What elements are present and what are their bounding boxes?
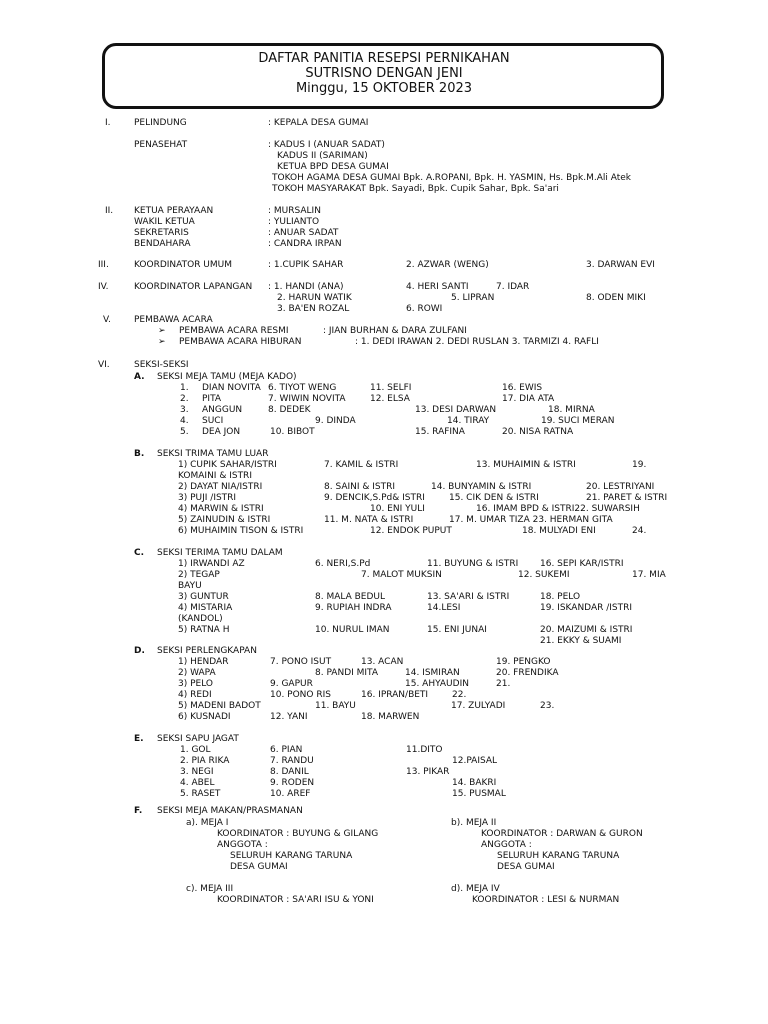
line-16-col-0: ➢ <box>158 337 166 347</box>
line-16-col-1: PEMBAWA ACARA HIBURAN <box>179 337 302 347</box>
line-28-col-1: 9. DENCIK,S.Pd& ISTRI <box>324 493 425 503</box>
line-1-col-0: PENASEHAT <box>134 140 188 150</box>
line-37-col-2: 14.LESI <box>427 603 461 613</box>
line-29-col-1: 10. ENI YULI <box>370 504 425 514</box>
line-5-col-0: TOKOH MASYARAKAT Bpk. Sayadi, Bpk. Cupik Sahar, Bpk. Sa'ari <box>272 184 559 194</box>
line-37-col-0: 4) MISTARIA <box>178 603 233 613</box>
line-21-col-0: 3. <box>180 405 189 415</box>
line-45-col-2: 16. IPRAN/BETI <box>361 690 429 700</box>
line-49-col-1: 6. PIAN <box>270 745 303 755</box>
line-8-col-0: SEKRETARIS <box>134 228 189 238</box>
line-32-col-1: SEKSI TERIMA TAMU DALAM <box>157 548 283 558</box>
line-31-col-0: 6) MUHAIMIN TISON & ISTRI <box>178 526 304 536</box>
line-59-col-0: DESA GUMAI <box>230 862 288 872</box>
line-4-col-0: TOKOH AGAMA DESA GUMAI Bpk. A.ROPANI, Bpk. H. YASMIN, Hs. Bpk.M.Ali Atek <box>272 173 632 183</box>
line-23-col-0: 5. <box>180 427 189 437</box>
line-42-col-2: 13. ACAN <box>361 657 404 667</box>
line-42-col-0: 1) HENDAR <box>178 657 229 667</box>
line-28-col-2: 15. CIK DEN & ISTRI <box>449 493 539 503</box>
line-22-col-4: 19. SUCI MERAN <box>541 416 615 426</box>
line-25-col-2: 13. MUHAIMIN & ISTRI <box>476 460 576 470</box>
line-43-col-1: 8. PANDI MITA <box>315 668 379 678</box>
line-25-col-3: 19. <box>632 460 647 470</box>
line-28-col-3: 21. PARET & ISTRI <box>586 493 668 503</box>
line-44-col-2: 15. AHYAUDIN <box>405 679 469 689</box>
line-25-col-1: 7. KAMIL & ISTRI <box>324 460 399 470</box>
line-9-col-0: BENDAHARA <box>134 239 191 249</box>
line-42-col-1: 7. PONO ISUT <box>270 657 332 667</box>
line-20-col-0: 2. <box>180 394 189 404</box>
line-61-col-0: KOORDINATOR : SA'ARI ISU & YONI <box>217 895 374 905</box>
line-55-col-1: b). MEJA II <box>451 818 497 828</box>
line-0-col-0: I. <box>105 118 111 128</box>
line-37-col-3: 19. ISKANDAR /ISTRI <box>540 603 633 613</box>
line-55-col-0: a). MEJA I <box>186 818 229 828</box>
line-18-col-0: A. <box>134 372 145 382</box>
line-34-col-0: 2) TEGAP <box>178 570 220 580</box>
line-19-col-0: 1. <box>180 383 189 393</box>
line-20-col-1: PITA <box>202 394 222 404</box>
line-33-col-1: 6. NERI,S.Pd <box>315 559 371 569</box>
couple-names: SUTRISNO DENGAN JENI <box>305 66 463 81</box>
line-54-col-1: SEKSI MEJA MAKAN/PRASMANAN <box>157 806 303 816</box>
line-6-col-0: II. <box>105 206 114 216</box>
line-31-col-2: 18. MULYADI ENI <box>522 526 596 536</box>
line-16-col-2: : 1. DEDI IRAWAN 2. DEDI RUSLAN 3. TARMIZI 4. RAFLI <box>355 337 599 347</box>
line-22-col-2: 9. DINDA <box>315 416 356 426</box>
line-23-col-4: 20. NISA RATNA <box>502 427 574 437</box>
line-11-col-1: KOORDINATOR LAPANGAN <box>134 282 253 292</box>
line-6-col-1: KETUA PERAYAAN <box>134 206 214 216</box>
line-47-col-2: 18. MARWEN <box>361 712 420 722</box>
line-7-col-1: : YULIANTO <box>268 217 320 227</box>
line-53-col-1: 10. AREF <box>270 789 311 799</box>
line-19-col-4: 16. EWIS <box>502 383 543 393</box>
line-22-col-1: SUCI <box>202 416 224 426</box>
line-48-col-1: SEKSI SAPU JAGAT <box>157 734 239 744</box>
line-24-col-0: B. <box>134 449 145 459</box>
line-35-col-0: BAYU <box>178 581 202 591</box>
line-46-col-0: 5) MADENI BADOT <box>178 701 261 711</box>
line-37-col-1: 9. RUPIAH INDRA <box>315 603 392 613</box>
line-36-col-3: 18. PELO <box>540 592 581 602</box>
line-47-col-0: 6) KUSNADI <box>178 712 231 722</box>
line-31-col-1: 12. ENDOK PUPUT <box>370 526 452 536</box>
line-45-col-3: 22. <box>452 690 467 700</box>
line-18-col-1: SEKSI MEJA TAMU (MEJA KADO) <box>157 372 297 382</box>
line-52-col-2: 14. BAKRI <box>452 778 497 788</box>
line-30-col-2: 17. M. UMAR TIZA 23. HERMAN GITA <box>449 515 613 525</box>
line-53-col-2: 15. PUSMAL <box>452 789 506 799</box>
line-21-col-2: 8. DEDEK <box>268 405 311 415</box>
line-21-col-3: 13. DESI DARWAN <box>415 405 497 415</box>
line-10-col-4: 3. DARWAN EVI <box>586 260 655 270</box>
line-33-col-2: 11. BUYUNG & ISTRI <box>427 559 519 569</box>
line-51-col-2: 13. PIKAR <box>406 767 450 777</box>
line-30-col-0: 5) ZAINUDIN & ISTRI <box>178 515 271 525</box>
line-47-col-1: 12. YANI <box>270 712 308 722</box>
line-40-col-0: 21. EKKY & SUAMI <box>540 636 622 646</box>
line-12-col-2: 8. ODEN MIKI <box>586 293 646 303</box>
document-title: DAFTAR PANITIA RESEPSI PERNIKAHAN <box>258 51 510 66</box>
line-51-col-1: 8. DANIL <box>270 767 309 777</box>
line-1-col-1: : KADUS I (ANUAR SADAT) <box>268 140 385 150</box>
line-34-col-2: 12. SUKEMI <box>518 570 570 580</box>
line-44-col-0: 3) PELO <box>178 679 213 689</box>
line-46-col-2: 17. ZULYADI <box>451 701 506 711</box>
line-49-col-2: 11.DITO <box>406 745 443 755</box>
line-10-col-1: KOORDINATOR UMUM <box>134 260 233 270</box>
line-17-col-1: SEKSI-SEKSI <box>134 360 189 370</box>
line-44-col-1: 9. GAPUR <box>270 679 313 689</box>
line-51-col-0: 3. NEGI <box>180 767 214 777</box>
line-11-col-4: 7. IDAR <box>496 282 530 292</box>
line-8-col-1: : ANUAR SADAT <box>268 228 339 238</box>
line-29-col-2: 16. IMAM BPD & ISTRI22. SUWARSIH <box>476 504 640 514</box>
line-27-col-1: 8. SAINI & ISTRI <box>324 482 396 492</box>
line-39-col-2: 15. ENI JUNAI <box>427 625 487 635</box>
line-43-col-0: 2) WAPA <box>178 668 216 678</box>
line-39-col-3: 20. MAIZUMI & ISTRI <box>540 625 633 635</box>
line-50-col-2: 12.PAISAL <box>452 756 498 766</box>
line-43-col-3: 20. FRENDIKA <box>496 668 559 678</box>
line-58-col-0: SELURUH KARANG TARUNA <box>230 851 353 861</box>
line-56-col-1: KOORDINATOR : DARWAN & GURON <box>481 829 643 839</box>
line-12-col-1: 5. LIPRAN <box>451 293 495 303</box>
line-15-col-2: : JIAN BURHAN & DARA ZULFANI <box>323 326 467 336</box>
line-24-col-1: SEKSI TRIMA TAMU LUAR <box>157 449 269 459</box>
line-39-col-1: 10. NURUL IMAN <box>315 625 390 635</box>
line-36-col-0: 3) GUNTUR <box>178 592 229 602</box>
line-36-col-1: 8. MALA BEDUL <box>315 592 386 602</box>
line-45-col-1: 10. PONO RIS <box>270 690 331 700</box>
line-31-col-3: 24. <box>632 526 647 536</box>
line-34-col-1: 7. MALOT MUKSIN <box>361 570 442 580</box>
line-11-col-0: IV. <box>98 282 109 292</box>
line-27-col-0: 2) DAYAT NIA/ISTRI <box>178 482 263 492</box>
line-15-col-1: PEMBAWA ACARA RESMI <box>179 326 289 336</box>
line-11-col-2: : 1. HANDI (ANA) <box>268 282 344 292</box>
line-34-col-3: 17. MIA <box>632 570 666 580</box>
line-10-col-2: : 1.CUPIK SAHAR <box>268 260 344 270</box>
line-52-col-1: 9. RODEN <box>270 778 315 788</box>
line-22-col-3: 14. TIRAY <box>447 416 490 426</box>
line-7-col-0: WAKIL KETUA <box>134 217 195 227</box>
line-52-col-0: 4. ABEL <box>180 778 215 788</box>
line-21-col-1: ANGGUN <box>202 405 243 415</box>
line-20-col-2: 7. WIWIN NOVITA <box>268 394 346 404</box>
line-60-col-1: d). MEJA IV <box>451 884 500 894</box>
line-57-col-0: ANGGOTA : <box>217 840 268 850</box>
line-38-col-0: (KANDOL) <box>178 614 223 624</box>
line-48-col-0: E. <box>134 734 144 744</box>
line-42-col-3: 19. PENGKO <box>496 657 551 667</box>
line-13-col-1: 6. ROWI <box>406 304 443 314</box>
line-3-col-0: KETUA BPD DESA GUMAI <box>277 162 389 172</box>
line-10-col-3: 2. AZWAR (WENG) <box>406 260 489 270</box>
line-46-col-3: 23. <box>540 701 555 711</box>
line-27-col-3: 20. LESTRIYANI <box>586 482 655 492</box>
line-53-col-0: 5. RASET <box>180 789 221 799</box>
line-50-col-0: 2. PIA RIKA <box>180 756 230 766</box>
line-23-col-2: 10. BIBOT <box>270 427 315 437</box>
line-23-col-1: DEA JON <box>202 427 241 437</box>
line-21-col-4: 18. MIRNA <box>548 405 595 415</box>
line-19-col-2: 6. TIYOT WENG <box>268 383 337 393</box>
line-60-col-0: c). MEJA III <box>186 884 234 894</box>
line-41-col-1: SEKSI PERLENGKAPAN <box>157 646 257 656</box>
line-20-col-3: 12. ELSA <box>370 394 410 404</box>
line-30-col-1: 11. M. NATA & ISTRI <box>324 515 414 525</box>
line-29-col-0: 4) MARWIN & ISTRI <box>178 504 264 514</box>
line-17-col-0: VI. <box>98 360 110 370</box>
line-28-col-0: 3) PUJI /ISTRI <box>178 493 237 503</box>
line-12-col-0: 2. HARUN WATIK <box>277 293 352 303</box>
line-57-col-1: ANGGOTA : <box>481 840 532 850</box>
line-56-col-0: KOORDINATOR : BUYUNG & GILANG <box>217 829 379 839</box>
line-41-col-0: D. <box>134 646 145 656</box>
line-32-col-0: C. <box>134 548 145 558</box>
line-39-col-0: 5) RATNA H <box>178 625 230 635</box>
line-0-col-1: PELINDUNG <box>134 118 187 128</box>
line-20-col-4: 17. DIA ATA <box>502 394 555 404</box>
line-13-col-0: 3. BA'EN ROZAL <box>277 304 350 314</box>
line-54-col-0: F. <box>134 806 143 816</box>
line-27-col-2: 14. BUNYAMIN & ISTRI <box>431 482 532 492</box>
line-14-col-1: PEMBAWA ACARA <box>134 315 213 325</box>
line-46-col-1: 11. BAYU <box>315 701 356 711</box>
line-10-col-0: III. <box>98 260 109 270</box>
line-44-col-3: 21. <box>496 679 511 689</box>
line-49-col-0: 1. GOL <box>180 745 211 755</box>
line-59-col-1: DESA GUMAI <box>497 862 555 872</box>
line-15-col-0: ➢ <box>158 326 166 336</box>
line-45-col-0: 4) REDI <box>178 690 212 700</box>
line-43-col-2: 14. ISMIRAN <box>405 668 460 678</box>
line-26-col-0: KOMAINI & ISTRI <box>178 471 252 481</box>
line-0-col-2: : KEPALA DESA GUMAI <box>268 118 369 128</box>
event-date: Minggu, 15 OKTOBER 2023 <box>295 81 473 96</box>
line-14-col-0: V. <box>103 315 111 325</box>
line-36-col-2: 13. SA'ARI & ISTRI <box>427 592 510 602</box>
line-25-col-0: 1) CUPIK SAHAR/ISTRI <box>178 460 277 470</box>
line-58-col-1: SELURUH KARANG TARUNA <box>497 851 620 861</box>
line-61-col-1: KOORDINATOR : LESI & NURMAN <box>472 895 620 905</box>
line-23-col-3: 15. RAFINA <box>415 427 465 437</box>
line-22-col-0: 4. <box>180 416 189 426</box>
line-2-col-0: KADUS II (SARIMAN) <box>277 151 368 161</box>
line-19-col-1: DIAN NOVITA <box>202 383 261 393</box>
line-19-col-3: 11. SELFI <box>370 383 412 393</box>
line-9-col-1: : CANDRA IRPAN <box>268 239 342 249</box>
line-50-col-1: 7. RANDU <box>270 756 314 766</box>
line-6-col-2: : MURSALIN <box>268 206 321 216</box>
line-33-col-0: 1) IRWANDI AZ <box>178 559 245 569</box>
line-33-col-3: 16. SEPI KAR/ISTRI <box>540 559 624 569</box>
line-11-col-3: 4. HERI SANTI <box>406 282 469 292</box>
